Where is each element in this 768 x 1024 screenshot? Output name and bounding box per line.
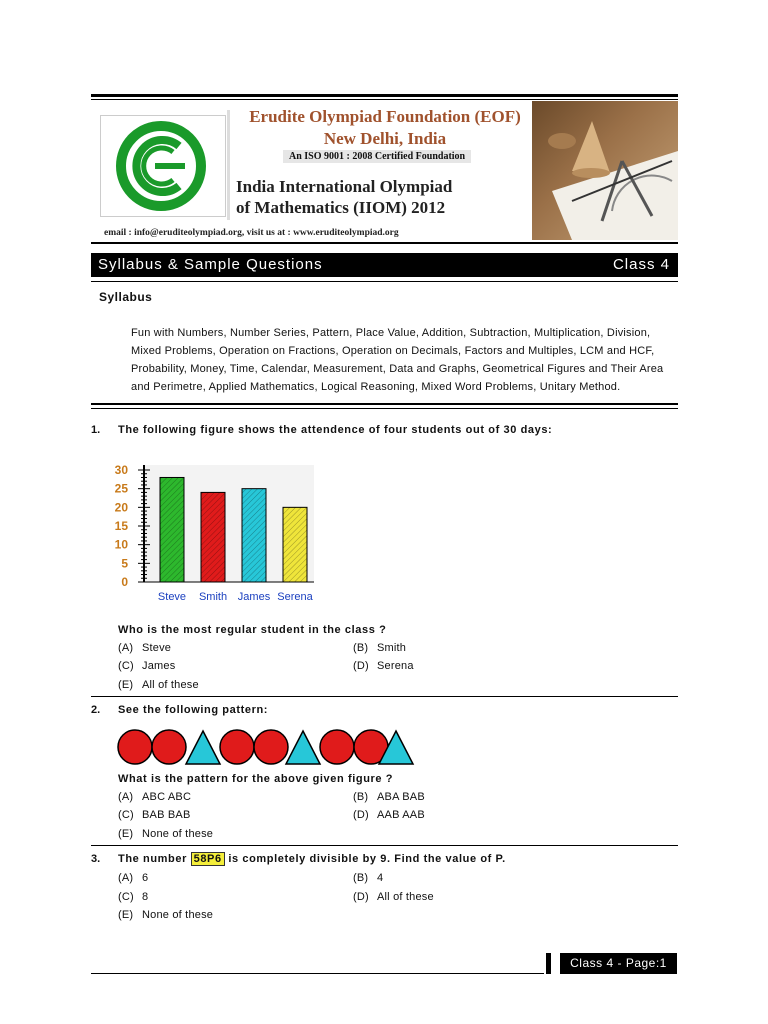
y-tick-label: 0 [121, 575, 128, 589]
syllabus-heading: Syllabus [99, 290, 153, 304]
logo-divider [227, 110, 230, 220]
y-tick-label: 5 [121, 556, 128, 571]
title-bar-left: Syllabus & Sample Questions [98, 256, 323, 273]
q3-option-a[interactable] [118, 872, 148, 884]
q1-option-a[interactable] [118, 642, 171, 654]
org-title [240, 106, 530, 150]
q1-option-e[interactable] [118, 679, 199, 691]
q2-number: 2. [91, 704, 101, 716]
footer-rule-block [546, 953, 551, 974]
shape-pattern [116, 728, 416, 766]
option-text: None of these [142, 909, 214, 921]
bar-hatch [160, 477, 184, 582]
option-text: Smith [377, 642, 407, 654]
q2-text: See the following pattern: [118, 704, 269, 716]
q1-subquestion: Who is the most regular student in the class ? [118, 624, 387, 636]
q3-text [118, 853, 506, 865]
triangle-shape [286, 731, 320, 764]
q1-option-b[interactable] [353, 642, 406, 654]
option-text: BAB BAB [142, 809, 191, 821]
option-label: (E) [118, 909, 134, 921]
option-label: (C) [118, 891, 134, 903]
page-footer: Class 4 - Page:1 [560, 953, 677, 974]
q3-option-d[interactable] [353, 891, 434, 903]
bar-hatch [201, 492, 225, 582]
y-tick-label: 30 [114, 463, 128, 477]
option-label: (D) [353, 891, 369, 903]
q3-option-b[interactable] [353, 872, 383, 884]
option-text: 4 [377, 872, 384, 884]
q3-text-after: is completely divisible by 9. Find the value of P. [228, 853, 506, 865]
q2-option-d[interactable] [353, 809, 425, 821]
header-photo [532, 101, 678, 240]
option-text: 6 [142, 872, 149, 884]
circle-shape [320, 730, 354, 764]
option-text: Steve [142, 642, 172, 654]
y-tick-label: 10 [114, 537, 128, 552]
option-label: (D) [353, 660, 369, 672]
q1-option-d[interactable] [353, 660, 414, 672]
attendance-chart [110, 455, 320, 605]
circle-shape [118, 730, 152, 764]
option-text: 8 [142, 891, 149, 903]
option-text: ABA BAB [377, 791, 425, 803]
org-location: New Delhi, India [323, 129, 447, 148]
q2-option-a[interactable] [118, 791, 191, 803]
option-label: (A) [118, 642, 134, 654]
option-text: None of these [142, 828, 214, 840]
syllabus-text: Fun with Numbers, Number Series, Pattern, Place Value, Addition, Subtraction, Multiplication, Division, Mixed Problems, Operation on Fractions, Operation on Decimals, Factors and Multiples, LCM and HCF, Probability, Money, Time, Calendar, Measurement, Data and Graphs, Geometrical Figures and Their Area and Perimetre, Applied Mathematics, Logical Reasoning, Mixed Word Problems, Unitary Method. [131, 327, 664, 393]
q3-option-e[interactable] [118, 909, 213, 921]
option-text: All of these [377, 891, 434, 903]
option-label: (C) [118, 809, 134, 821]
contact-line: email : info@eruditeolympiad.org, visit us at : www.eruditeolympiad.org [104, 228, 399, 238]
circle-shape [220, 730, 254, 764]
title-bar-right: Class 4 [612, 256, 670, 273]
option-text: AAB AAB [377, 809, 425, 821]
option-label: (D) [353, 809, 369, 821]
syllabus-rule-thin [91, 408, 678, 409]
q3-text-before: The number [118, 853, 187, 865]
geometry-tools-icon [532, 101, 678, 240]
option-label: (A) [118, 791, 134, 803]
y-tick-label: 25 [114, 481, 128, 496]
q2-option-e[interactable] [118, 828, 213, 840]
option-text: Serena [377, 660, 414, 672]
option-label: (A) [118, 872, 134, 884]
header-top-rule-thin [91, 99, 678, 100]
title-bar-underline [91, 281, 678, 282]
header-bottom-rule [91, 242, 678, 244]
option-text: All of these [142, 679, 199, 691]
bar-hatch [242, 489, 266, 582]
option-label: (E) [118, 828, 134, 840]
option-text: ABC ABC [142, 791, 192, 803]
header-top-rule [91, 94, 678, 97]
q3-option-c[interactable] [118, 891, 148, 903]
q1-number: 1. [91, 424, 101, 436]
q3-number: 3. [91, 853, 101, 865]
bar-hatch [283, 507, 307, 582]
exam-title-line1: India International Olympiad [236, 177, 453, 196]
eof-logo-icon [101, 116, 225, 216]
q1-text: The following figure shows the attendence of four students out of 30 days: [118, 424, 553, 436]
circle-shape [152, 730, 186, 764]
option-label: (C) [118, 660, 134, 672]
option-label: (B) [353, 791, 369, 803]
option-label: (B) [353, 642, 369, 654]
q1-option-c[interactable] [118, 660, 175, 672]
circle-shape [254, 730, 288, 764]
footer-rule [91, 973, 544, 974]
syllabus-rule [91, 403, 678, 405]
option-text: James [142, 660, 176, 672]
eof-logo [100, 115, 226, 217]
title-bar [91, 253, 678, 277]
org-name: Erudite Olympiad Foundation (EOF) [249, 107, 521, 126]
x-tick-label: James [237, 591, 271, 603]
exam-title [236, 176, 452, 218]
q1-rule [91, 696, 678, 697]
option-label: (E) [118, 679, 134, 691]
q2-option-b[interactable] [353, 791, 425, 803]
q2-option-c[interactable] [118, 809, 190, 821]
y-tick-label: 15 [114, 519, 128, 533]
option-label: (B) [353, 872, 369, 884]
x-tick-label: Smith [198, 591, 228, 603]
q2-rule [91, 845, 678, 846]
x-tick-label: Serena [277, 591, 313, 603]
q3-number-highlight: 58P6 [191, 852, 225, 866]
triangle-shape [186, 731, 220, 764]
x-tick-label: Steve [157, 591, 187, 603]
iso-badge: An ISO 9001 : 2008 Certified Foundation [283, 150, 471, 163]
q2-subquestion: What is the pattern for the above given figure ? [118, 773, 394, 785]
y-tick-label: 20 [114, 500, 128, 515]
exam-title-line2: of Mathematics (IIOM) 2012 [236, 198, 446, 217]
